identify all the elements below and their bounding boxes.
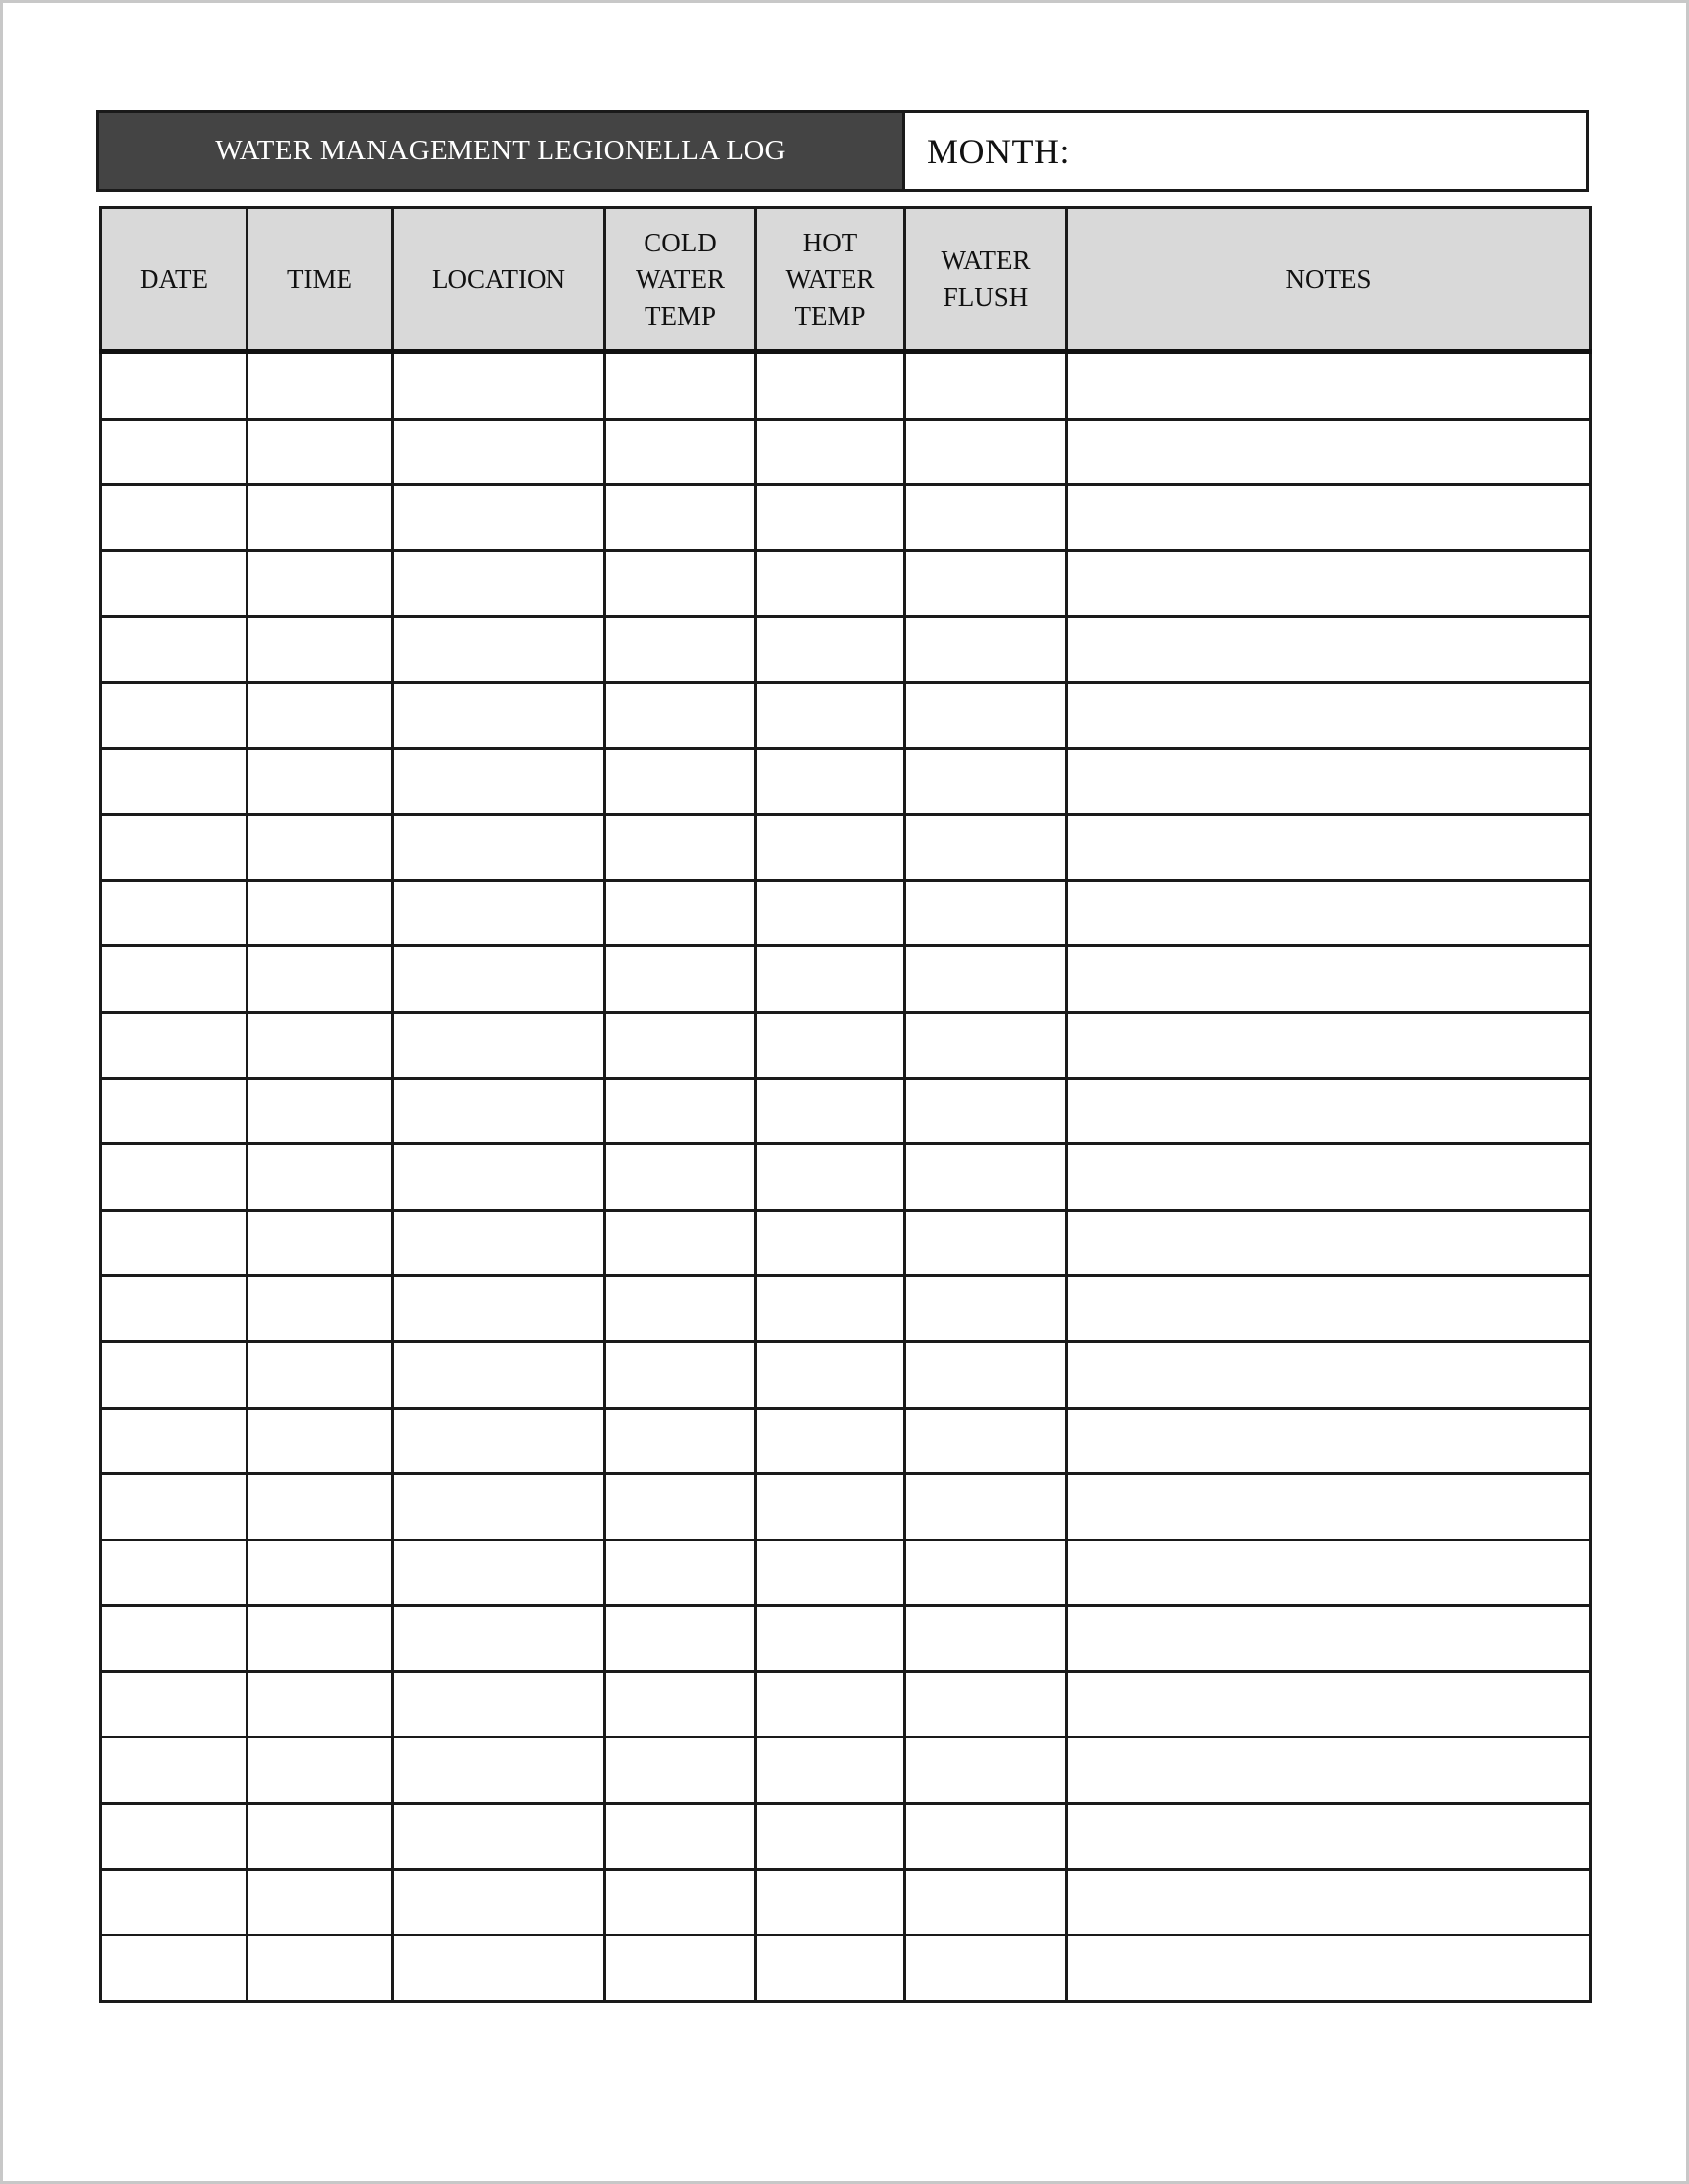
log-cell-location[interactable] — [393, 1474, 605, 1540]
log-cell-water-flush[interactable] — [905, 485, 1067, 551]
log-cell-location[interactable] — [393, 352, 605, 420]
column-header-notes — [1067, 208, 1591, 352]
log-cell-time[interactable] — [248, 1210, 393, 1276]
log-cell-hot-water-temp[interactable] — [756, 1804, 905, 1870]
log-row — [101, 1474, 1591, 1540]
log-cell-hot-water-temp[interactable] — [756, 946, 905, 1013]
log-cell-cold-water-temp[interactable] — [605, 1606, 756, 1672]
log-cell-hot-water-temp[interactable] — [756, 1474, 905, 1540]
log-cell-notes[interactable] — [1067, 485, 1591, 551]
column-header-location — [393, 208, 605, 352]
column-header-label: TEMP — [644, 300, 716, 331]
column-header-label: TEMP — [794, 300, 866, 331]
log-row — [101, 1869, 1591, 1936]
log-cell-time[interactable] — [248, 617, 393, 683]
month-label: MONTH: — [927, 131, 1070, 171]
log-cell-water-flush[interactable] — [905, 1408, 1067, 1474]
log-cell-hot-water-temp[interactable] — [756, 352, 905, 420]
log-title: WATER MANAGEMENT LEGIONELLA LOG — [99, 113, 905, 189]
log-cell-water-flush[interactable] — [905, 352, 1067, 420]
log-cell-time[interactable] — [248, 485, 393, 551]
log-cell-hot-water-temp[interactable] — [756, 1671, 905, 1737]
log-row — [101, 485, 1591, 551]
log-row — [101, 946, 1591, 1013]
log-row — [101, 815, 1591, 881]
log-cell-hot-water-temp[interactable] — [756, 1737, 905, 1804]
log-cell-location[interactable] — [393, 1737, 605, 1804]
log-cell-hot-water-temp[interactable] — [756, 485, 905, 551]
log-cell-date[interactable] — [101, 815, 248, 881]
column-header-cold-water-temp — [605, 208, 756, 352]
log-row — [101, 1276, 1591, 1342]
log-cell-date[interactable] — [101, 1144, 248, 1211]
log-row — [101, 617, 1591, 683]
log-cell-notes[interactable] — [1067, 1936, 1591, 2002]
log-cell-hot-water-temp[interactable] — [756, 1539, 905, 1606]
log-cell-hot-water-temp[interactable] — [756, 880, 905, 946]
log-cell-cold-water-temp[interactable] — [605, 815, 756, 881]
log-cell-notes[interactable] — [1067, 682, 1591, 748]
log-cell-water-flush[interactable] — [905, 1144, 1067, 1211]
log-cell-date[interactable] — [101, 550, 248, 617]
log-cell-time[interactable] — [248, 550, 393, 617]
log-cell-location[interactable] — [393, 419, 605, 485]
log-cell-location[interactable] — [393, 1408, 605, 1474]
column-header-row — [101, 208, 1591, 352]
log-cell-date[interactable] — [101, 1606, 248, 1672]
log-cell-hot-water-temp[interactable] — [756, 1936, 905, 2002]
log-cell-cold-water-temp[interactable] — [605, 1144, 756, 1211]
log-cell-notes[interactable] — [1067, 1341, 1591, 1408]
log-cell-date[interactable] — [101, 1539, 248, 1606]
log-cell-time[interactable] — [248, 1144, 393, 1211]
log-cell-location[interactable] — [393, 682, 605, 748]
log-cell-notes[interactable] — [1067, 1078, 1591, 1144]
log-cell-location[interactable] — [393, 815, 605, 881]
log-cell-time[interactable] — [248, 748, 393, 815]
log-cell-cold-water-temp[interactable] — [605, 1012, 756, 1078]
log-cell-time[interactable] — [248, 1078, 393, 1144]
log-cell-hot-water-temp[interactable] — [756, 682, 905, 748]
column-header-label: FLUSH — [943, 282, 1029, 312]
log-row — [101, 1210, 1591, 1276]
log-cell-notes[interactable] — [1067, 815, 1591, 881]
log-cell-water-flush[interactable] — [905, 1012, 1067, 1078]
log-cell-water-flush[interactable] — [905, 815, 1067, 881]
log-header — [96, 110, 1589, 192]
log-cell-notes[interactable] — [1067, 1737, 1591, 1804]
log-cell-cold-water-temp[interactable] — [605, 1869, 756, 1936]
column-header-hot-water-temp — [756, 208, 905, 352]
legionella-log-table — [99, 206, 1592, 2003]
log-cell-notes[interactable] — [1067, 1539, 1591, 1606]
log-cell-time[interactable] — [248, 880, 393, 946]
log-cell-water-flush[interactable] — [905, 1078, 1067, 1144]
log-cell-time[interactable] — [248, 1804, 393, 1870]
log-cell-date[interactable] — [101, 1078, 248, 1144]
log-cell-time[interactable] — [248, 1012, 393, 1078]
log-cell-notes[interactable] — [1067, 1474, 1591, 1540]
log-cell-location[interactable] — [393, 1671, 605, 1737]
log-cell-time[interactable] — [248, 1276, 393, 1342]
log-row — [101, 1539, 1591, 1606]
log-cell-water-flush[interactable] — [905, 1671, 1067, 1737]
log-cell-location[interactable] — [393, 1869, 605, 1936]
log-cell-cold-water-temp[interactable] — [605, 419, 756, 485]
log-cell-water-flush[interactable] — [905, 1276, 1067, 1342]
log-cell-water-flush[interactable] — [905, 1737, 1067, 1804]
log-cell-notes[interactable] — [1067, 617, 1591, 683]
log-cell-hot-water-temp[interactable] — [756, 1341, 905, 1408]
log-cell-water-flush[interactable] — [905, 946, 1067, 1013]
column-header-label: HOT — [802, 227, 858, 257]
log-cell-time[interactable] — [248, 419, 393, 485]
log-cell-time[interactable] — [248, 1408, 393, 1474]
log-cell-cold-water-temp[interactable] — [605, 550, 756, 617]
log-cell-time[interactable] — [248, 1671, 393, 1737]
log-cell-notes[interactable] — [1067, 1869, 1591, 1936]
log-cell-hot-water-temp[interactable] — [756, 1606, 905, 1672]
log-cell-notes[interactable] — [1067, 1144, 1591, 1211]
log-cell-water-flush[interactable] — [905, 880, 1067, 946]
log-cell-notes[interactable] — [1067, 880, 1591, 946]
log-cell-water-flush[interactable] — [905, 1606, 1067, 1672]
log-cell-water-flush[interactable] — [905, 617, 1067, 683]
log-cell-cold-water-temp[interactable] — [605, 880, 756, 946]
log-cell-water-flush[interactable] — [905, 550, 1067, 617]
log-cell-cold-water-temp[interactable] — [605, 485, 756, 551]
log-cell-cold-water-temp[interactable] — [605, 352, 756, 420]
log-cell-notes[interactable] — [1067, 550, 1591, 617]
log-cell-location[interactable] — [393, 946, 605, 1013]
log-cell-hot-water-temp[interactable] — [756, 1276, 905, 1342]
log-cell-date[interactable] — [101, 617, 248, 683]
column-header-label: WATER — [785, 263, 875, 294]
log-cell-time[interactable] — [248, 946, 393, 1013]
log-row — [101, 1012, 1591, 1078]
log-cell-notes[interactable] — [1067, 748, 1591, 815]
log-cell-date[interactable] — [101, 880, 248, 946]
column-header-label: WATER — [636, 263, 725, 294]
log-cell-time[interactable] — [248, 682, 393, 748]
log-cell-date[interactable] — [101, 748, 248, 815]
log-cell-date[interactable] — [101, 1869, 248, 1936]
log-cell-location[interactable] — [393, 748, 605, 815]
log-cell-water-flush[interactable] — [905, 419, 1067, 485]
log-cell-cold-water-temp[interactable] — [605, 1671, 756, 1737]
log-row — [101, 748, 1591, 815]
column-header-label: COLD — [644, 227, 717, 257]
log-cell-water-flush[interactable] — [905, 1804, 1067, 1870]
log-row — [101, 1078, 1591, 1144]
log-cell-location[interactable] — [393, 1144, 605, 1211]
log-cell-date[interactable] — [101, 352, 248, 420]
log-cell-hot-water-temp[interactable] — [756, 1144, 905, 1211]
log-cell-location[interactable] — [393, 1606, 605, 1672]
log-rows — [101, 352, 1591, 2002]
log-cell-cold-water-temp[interactable] — [605, 1474, 756, 1540]
log-cell-hot-water-temp[interactable] — [756, 1210, 905, 1276]
log-cell-notes[interactable] — [1067, 946, 1591, 1013]
log-row — [101, 352, 1591, 420]
log-cell-location[interactable] — [393, 1341, 605, 1408]
log-row — [101, 550, 1591, 617]
log-cell-cold-water-temp[interactable] — [605, 617, 756, 683]
log-cell-hot-water-temp[interactable] — [756, 1078, 905, 1144]
log-cell-notes[interactable] — [1067, 1671, 1591, 1737]
log-cell-water-flush[interactable] — [905, 748, 1067, 815]
log-cell-date[interactable] — [101, 682, 248, 748]
log-cell-location[interactable] — [393, 1539, 605, 1606]
log-cell-date[interactable] — [101, 1276, 248, 1342]
log-cell-cold-water-temp[interactable] — [605, 1408, 756, 1474]
log-cell-hot-water-temp[interactable] — [756, 1869, 905, 1936]
log-cell-hot-water-temp[interactable] — [756, 1408, 905, 1474]
log-cell-water-flush[interactable] — [905, 1474, 1067, 1540]
log-cell-location[interactable] — [393, 1804, 605, 1870]
log-cell-hot-water-temp[interactable] — [756, 1012, 905, 1078]
log-cell-time[interactable] — [248, 1606, 393, 1672]
column-header-time — [248, 208, 393, 352]
log-cell-date[interactable] — [101, 1210, 248, 1276]
log-row — [101, 419, 1591, 485]
log-cell-time[interactable] — [248, 1869, 393, 1936]
log-cell-hot-water-temp[interactable] — [756, 815, 905, 881]
log-row — [101, 880, 1591, 946]
log-row — [101, 1737, 1591, 1804]
log-cell-location[interactable] — [393, 550, 605, 617]
log-cell-hot-water-temp[interactable] — [756, 550, 905, 617]
log-cell-water-flush[interactable] — [905, 1210, 1067, 1276]
log-row — [101, 1408, 1591, 1474]
log-cell-water-flush[interactable] — [905, 1341, 1067, 1408]
log-cell-hot-water-temp[interactable] — [756, 419, 905, 485]
log-row — [101, 1606, 1591, 1672]
log-cell-water-flush[interactable] — [905, 1936, 1067, 2002]
column-header-label: NOTES — [1285, 263, 1372, 294]
log-cell-location[interactable] — [393, 1078, 605, 1144]
log-cell-notes[interactable] — [1067, 1606, 1591, 1672]
log-row — [101, 1144, 1591, 1211]
log-cell-date[interactable] — [101, 1408, 248, 1474]
log-cell-cold-water-temp[interactable] — [605, 1936, 756, 2002]
log-cell-date[interactable] — [101, 1804, 248, 1870]
log-cell-location[interactable] — [393, 880, 605, 946]
log-cell-date[interactable] — [101, 485, 248, 551]
log-cell-cold-water-temp[interactable] — [605, 1078, 756, 1144]
column-header-water-flush — [905, 208, 1067, 352]
log-cell-notes[interactable] — [1067, 419, 1591, 485]
log-cell-notes[interactable] — [1067, 1408, 1591, 1474]
log-cell-date[interactable] — [101, 1737, 248, 1804]
log-cell-notes[interactable] — [1067, 1276, 1591, 1342]
log-cell-time[interactable] — [248, 815, 393, 881]
log-cell-date[interactable] — [101, 1936, 248, 2002]
log-cell-water-flush[interactable] — [905, 1869, 1067, 1936]
log-cell-date[interactable] — [101, 1012, 248, 1078]
log-cell-water-flush[interactable] — [905, 1539, 1067, 1606]
log-cell-date[interactable] — [101, 1341, 248, 1408]
log-row — [101, 1341, 1591, 1408]
log-cell-time[interactable] — [248, 1936, 393, 2002]
log-cell-hot-water-temp[interactable] — [756, 748, 905, 815]
log-cell-hot-water-temp[interactable] — [756, 617, 905, 683]
log-cell-cold-water-temp[interactable] — [605, 1539, 756, 1606]
log-cell-date[interactable] — [101, 946, 248, 1013]
log-cell-cold-water-temp[interactable] — [605, 946, 756, 1013]
log-cell-cold-water-temp[interactable] — [605, 1341, 756, 1408]
log-cell-notes[interactable] — [1067, 1210, 1591, 1276]
log-cell-location[interactable] — [393, 1276, 605, 1342]
column-header-label: WATER — [941, 246, 1031, 275]
log-cell-time[interactable] — [248, 1539, 393, 1606]
log-cell-location[interactable] — [393, 485, 605, 551]
log-cell-location[interactable] — [393, 617, 605, 683]
log-cell-date[interactable] — [101, 419, 248, 485]
log-row — [101, 1804, 1591, 1870]
log-cell-time[interactable] — [248, 1474, 393, 1540]
log-cell-water-flush[interactable] — [905, 682, 1067, 748]
log-row — [101, 1936, 1591, 2002]
log-cell-notes[interactable] — [1067, 352, 1591, 420]
log-cell-cold-water-temp[interactable] — [605, 1276, 756, 1342]
log-cell-cold-water-temp[interactable] — [605, 682, 756, 748]
log-cell-date[interactable] — [101, 1671, 248, 1737]
log-cell-location[interactable] — [393, 1210, 605, 1276]
log-cell-time[interactable] — [248, 1341, 393, 1408]
log-cell-date[interactable] — [101, 1474, 248, 1540]
log-cell-location[interactable] — [393, 1012, 605, 1078]
log-cell-cold-water-temp[interactable] — [605, 1804, 756, 1870]
month-field[interactable] — [905, 113, 1586, 189]
log-cell-notes[interactable] — [1067, 1012, 1591, 1078]
log-row — [101, 1671, 1591, 1737]
log-cell-cold-water-temp[interactable] — [605, 1210, 756, 1276]
column-header-label: LOCATION — [432, 263, 565, 294]
log-cell-time[interactable] — [248, 1737, 393, 1804]
log-row — [101, 682, 1591, 748]
log-cell-time[interactable] — [248, 352, 393, 420]
log-cell-notes[interactable] — [1067, 1804, 1591, 1870]
column-header-date — [101, 208, 248, 352]
column-header-label: TIME — [287, 263, 352, 294]
column-header-label: DATE — [140, 263, 208, 294]
log-cell-location[interactable] — [393, 1936, 605, 2002]
log-cell-cold-water-temp[interactable] — [605, 1737, 756, 1804]
log-cell-cold-water-temp[interactable] — [605, 748, 756, 815]
